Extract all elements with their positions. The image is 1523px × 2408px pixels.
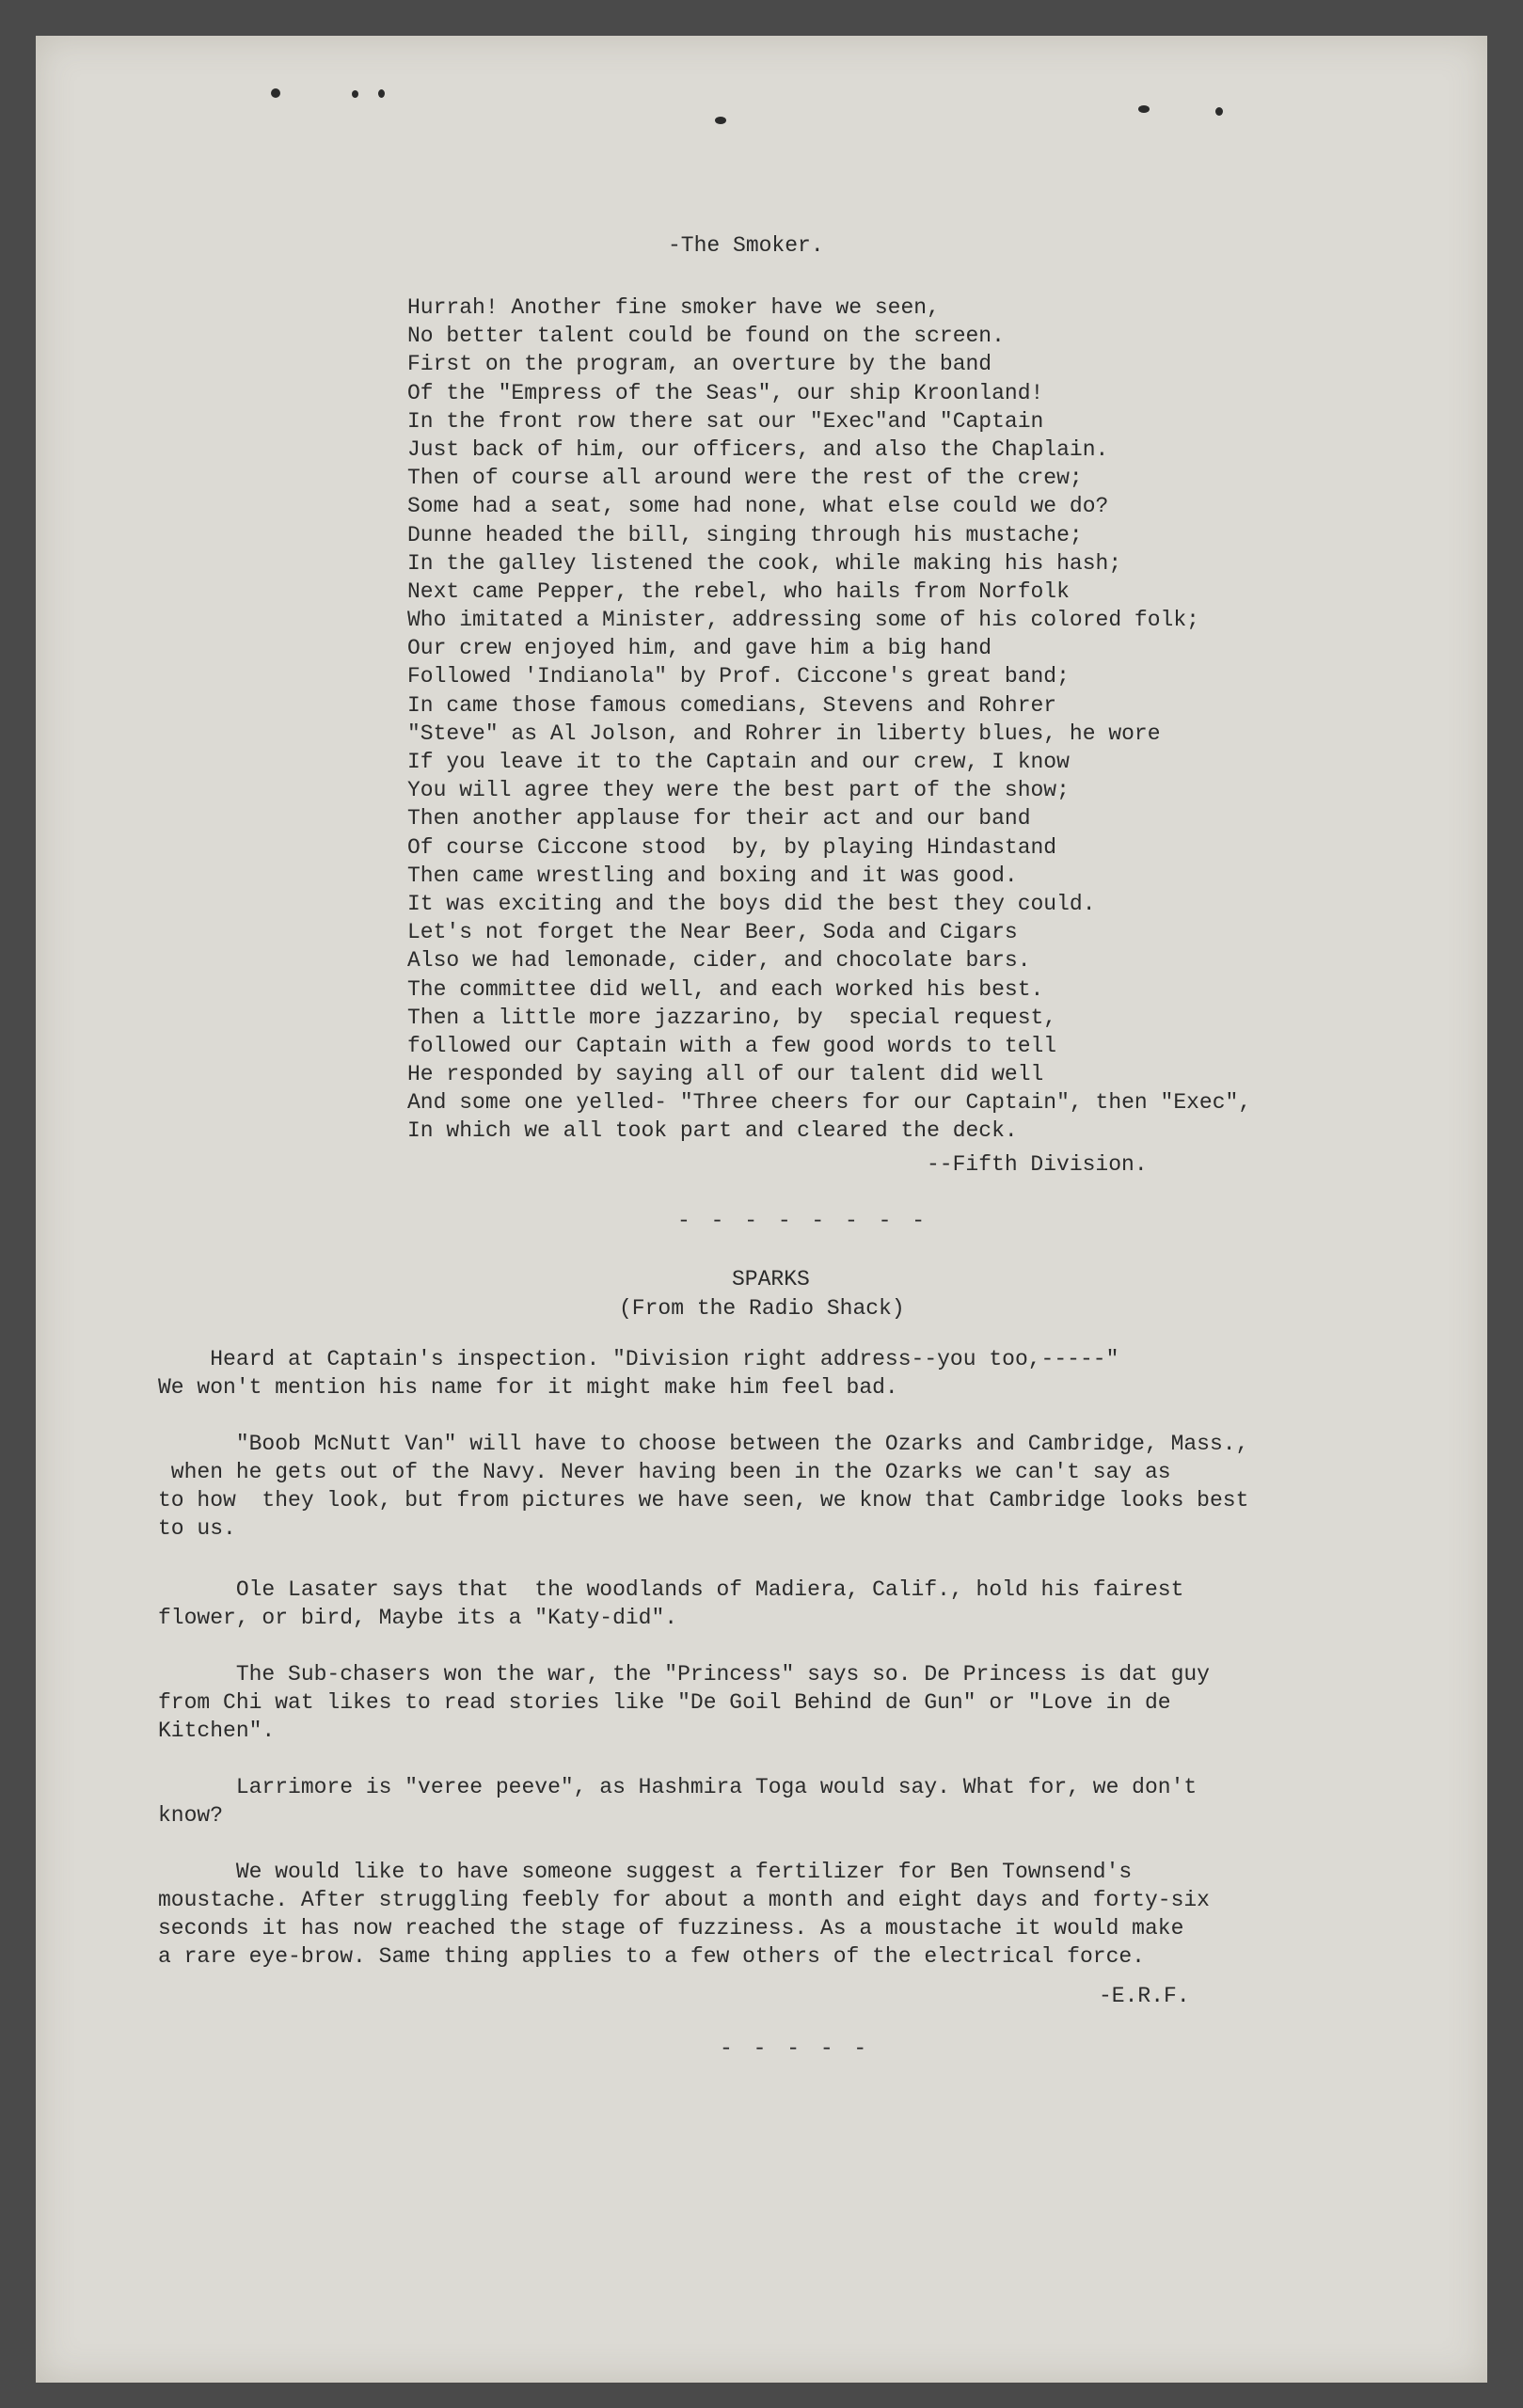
poem-line: If you leave it to the Captain and our crew, I know bbox=[407, 750, 1070, 774]
punch-hole bbox=[1138, 105, 1150, 113]
poem-line: It was exciting and the boys did the best they could. bbox=[407, 891, 1096, 916]
paragraph-line: Kitchen". bbox=[158, 1719, 276, 1743]
poem-line: No better talent could be found on the screen. bbox=[407, 324, 1005, 349]
sparks-title: SPARKS bbox=[732, 1267, 810, 1291]
paragraph-line: moustache. After struggling feebly for about a month and eight days and forty-six bbox=[158, 1888, 1210, 1912]
sparks-paragraph bbox=[158, 1858, 1381, 1971]
poem-line: followed our Captain with a few good words to tell bbox=[407, 1033, 1057, 1058]
paragraph-line: to how they look, but from pictures we have seen, we know that Cambridge looks best bbox=[158, 1488, 1249, 1513]
sparks-paragraph bbox=[158, 1430, 1381, 1543]
paragraph-line: when he gets out of the Navy. Never having been in the Ozarks we can't say as bbox=[158, 1460, 1171, 1484]
sparks-paragraph bbox=[158, 1773, 1381, 1830]
paragraph-line: Larrimore is "veree peeve", as Hashmira Toga would say. What for, we don't bbox=[158, 1775, 1198, 1799]
paragraph-line: Ole Lasater says that the woodlands of Madiera, Calif., hold his fairest bbox=[158, 1577, 1184, 1602]
punch-hole bbox=[1215, 107, 1223, 116]
poem-line: You will agree they were the best part of the show; bbox=[407, 778, 1070, 803]
punch-hole bbox=[271, 88, 280, 98]
section-divider-end: - - - - - bbox=[720, 2036, 871, 2061]
sparks-subtitle: (From the Radio Shack) bbox=[619, 1296, 905, 1321]
poem-line: Our crew enjoyed him, and gave him a big hand bbox=[407, 636, 992, 661]
poem-line: Who imitated a Minister, addressing some of his colored folk; bbox=[407, 608, 1199, 633]
poem-line: First on the program, an overture by the band bbox=[407, 352, 992, 377]
poem-line: Dunne headed the bill, singing through his mustache; bbox=[407, 522, 1083, 547]
punch-hole bbox=[378, 89, 385, 98]
punch-hole bbox=[352, 90, 358, 98]
poem-line: In which we all took part and cleared the deck. bbox=[407, 1118, 1018, 1144]
section-divider: - - - - - - - - bbox=[677, 1209, 929, 1233]
poem-line: In the front row there sat our "Exec"and "Captain bbox=[407, 408, 1044, 434]
poem-line: In came those famous comedians, Stevens and Rohrer bbox=[407, 692, 1057, 718]
poem-line: He responded by saying all of our talent did well bbox=[407, 1062, 1044, 1087]
poem-line: Then a little more jazzarino, by special request, bbox=[407, 1005, 1057, 1030]
poem-line: Hurrah! Another fine smoker have we seen, bbox=[407, 295, 940, 320]
poem-line: Of course Ciccone stood by, by playing Hindastand bbox=[407, 834, 1057, 860]
paragraph-line: We won't mention his name for it might make him feel bad. bbox=[158, 1375, 898, 1400]
poem-line: In the galley listened the cook, while making his hash; bbox=[407, 550, 1122, 576]
poem-line: And some one yelled- "Three cheers for our Captain", then "Exec", bbox=[407, 1090, 1252, 1116]
paragraph-line: to us. bbox=[158, 1516, 236, 1541]
sparks-paragraph bbox=[158, 1576, 1381, 1632]
punch-hole bbox=[715, 117, 726, 124]
smoker-title: -The Smoker. bbox=[668, 233, 824, 258]
sparks-paragraph bbox=[158, 1660, 1381, 1745]
poem-line: Some had a seat, some had none, what else could we do? bbox=[407, 494, 1109, 519]
sparks-paragraph bbox=[158, 1345, 1381, 1402]
poem-line: Let's not forget the Near Beer, Soda and Cigars bbox=[407, 920, 1018, 945]
poem-line: Also we had lemonade, cider, and chocolate bars. bbox=[407, 948, 1031, 974]
paragraph-line: from Chi wat likes to read stories like "De Goil Behind de Gun" or "Love in de bbox=[158, 1690, 1171, 1715]
sparks-signature: -E.R.F. bbox=[1099, 1984, 1190, 2008]
poem-line: Of the "Empress of the Seas", our ship Kroonland! bbox=[407, 380, 1044, 405]
poem-line: "Steve" as Al Jolson, and Rohrer in liberty blues, he wore bbox=[407, 721, 1161, 746]
poem-line: Followed 'Indianola" by Prof. Ciccone's great band; bbox=[407, 664, 1070, 689]
paragraph-line: a rare eye-brow. Same thing applies to a few others of the electrical force. bbox=[158, 1944, 1145, 1969]
poem-line: Next came Pepper, the rebel, who hails from Norfolk bbox=[407, 578, 1070, 604]
poem-line: Just back of him, our officers, and also the Chaplain. bbox=[407, 436, 1109, 462]
paragraph-line: seconds it has now reached the stage of fuzziness. As a moustache it would make bbox=[158, 1916, 1184, 1941]
smoker-signature: --Fifth Division. bbox=[927, 1152, 1148, 1177]
poem-line: Then came wrestling and boxing and it was good. bbox=[407, 863, 1018, 888]
poem-line: Then another applause for their act and our band bbox=[407, 806, 1031, 832]
paragraph-line: flower, or bird, Maybe its a "Katy-did". bbox=[158, 1606, 678, 1630]
paragraph-line: We would like to have someone suggest a fertilizer for Ben Townsend's bbox=[158, 1860, 1133, 1884]
paragraph-line: The Sub-chasers won the war, the "Princess" says so. De Princess is dat guy bbox=[158, 1662, 1210, 1687]
paragraph-line: Heard at Captain's inspection. "Division right address--you too,-----" bbox=[158, 1347, 1119, 1371]
paragraph-line: know? bbox=[158, 1803, 224, 1828]
poem-line: The committee did well, and each worked his best. bbox=[407, 976, 1044, 1002]
poem-line: Then of course all around were the rest of the crew; bbox=[407, 466, 1083, 491]
smoker-poem bbox=[407, 293, 1251, 1146]
paragraph-line: "Boob McNutt Van" will have to choose between the Ozarks and Cambridge, Mass., bbox=[158, 1432, 1249, 1456]
